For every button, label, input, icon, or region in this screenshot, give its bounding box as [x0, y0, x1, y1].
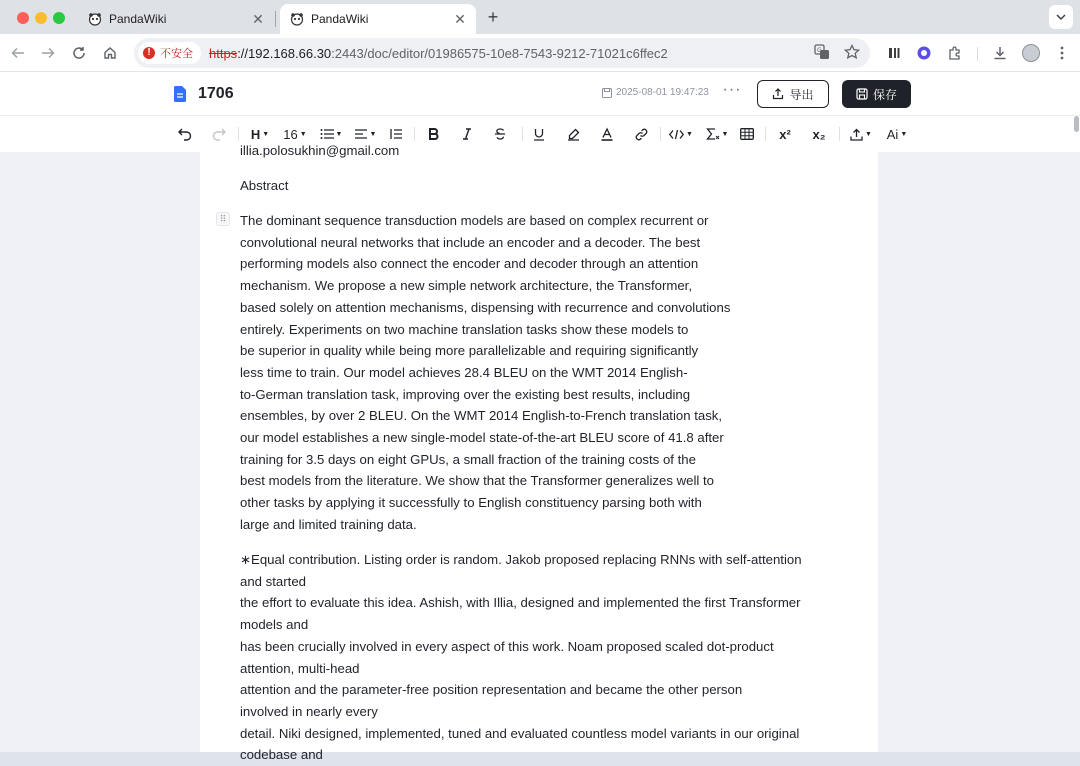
table-button[interactable]: [739, 122, 755, 146]
browser-toolbar: [0, 34, 1080, 72]
footnote-line: ∗Equal contribution. Listing order is random. Jakob proposed replacing RNNs with self-attention: [240, 552, 802, 567]
extension-icon[interactable]: [884, 43, 904, 63]
browser-menu-icon[interactable]: [1052, 43, 1072, 63]
tab-search-button[interactable]: [1049, 5, 1073, 29]
save-button[interactable]: [842, 80, 911, 108]
tab-title: PandaWiki: [311, 12, 369, 26]
highlight-button[interactable]: [565, 122, 581, 146]
abstract-paragraph[interactable]: [240, 210, 730, 536]
save-label: 保存: [872, 87, 897, 102]
caret-down-icon: ▼: [299, 130, 307, 138]
toolbar-separator: [765, 127, 766, 141]
toolbar-separator: [238, 127, 239, 141]
bold-icon: [428, 128, 439, 140]
back-button[interactable]: [8, 43, 28, 63]
save-disk-icon: [602, 88, 612, 98]
abstract-line: entirely. Experiments on two machine translation tasks show these models to: [240, 321, 689, 337]
toolbar-separator: [414, 127, 415, 141]
undo-button[interactable]: [176, 122, 194, 146]
close-tab-icon[interactable]: ✕: [454, 11, 466, 27]
link-button[interactable]: [633, 122, 649, 146]
link-icon: [635, 128, 648, 141]
drag-handle-icon[interactable]: ⠿: [216, 212, 230, 226]
table-icon: [740, 128, 754, 140]
document-title[interactable]: 1706: [198, 85, 234, 102]
abstract-line: large and limited training data.: [240, 516, 417, 532]
strikethrough-icon: [494, 128, 506, 140]
code-icon: [669, 129, 684, 140]
avatar[interactable]: [1021, 43, 1041, 63]
puzzle-icon[interactable]: [945, 43, 965, 63]
italic-button[interactable]: [459, 122, 475, 146]
tab-strip: [0, 0, 1080, 34]
abstract-line: other tasks by applying it successfully to English constituency parsing both with: [240, 495, 702, 511]
caret-down-icon: ▼: [686, 130, 693, 138]
browser-tab-2[interactable]: [280, 4, 476, 34]
email-line: illia.polosukhin@gmail.com: [240, 143, 400, 158]
abstract-line: less time to train. Our model achieves 28.4 BLEU on the WMT 2014 English-: [240, 364, 688, 380]
abstract-line: performing models also connect the encoder and decoder through an attention: [240, 256, 699, 272]
footnote-line: involved in nearly every: [240, 703, 378, 719]
code-dropdown[interactable]: [669, 122, 693, 146]
bookmark-star-icon[interactable]: [844, 44, 860, 65]
tab-divider: [275, 11, 276, 27]
document-icon: [173, 86, 187, 102]
close-tab-icon[interactable]: ✕: [252, 11, 264, 27]
chevron-down-icon: [1056, 14, 1066, 20]
caret-down-icon: ▼: [369, 130, 377, 138]
formula-dropdown[interactable]: [705, 122, 729, 146]
arrow-left-icon: [11, 46, 25, 60]
text-color-button[interactable]: [599, 122, 615, 146]
redo-icon: [212, 128, 226, 140]
maximize-window-button[interactable]: [53, 12, 65, 24]
toolbar-divider: [977, 47, 978, 61]
save-timestamp: [602, 87, 709, 98]
footnote-line: and started: [240, 573, 306, 589]
url-path: :2443/doc/editor/01986575-10e8-7543-9212-71021c6ffec2: [331, 45, 668, 61]
abstract-line: ensembles, by over 2 BLEU. On the WMT 2014 English-to-French translation task,: [240, 408, 723, 424]
export-icon: [772, 88, 784, 100]
abstract-line: be superior in quality while being more parallelizable and requiring significantly: [240, 343, 699, 359]
reload-icon: [72, 46, 86, 60]
save-time-text: 2025-08-01 19:47:23: [616, 87, 709, 98]
footnote-line: attention and the parameter-free position representation and became the other person: [240, 682, 743, 698]
security-indicator[interactable]: [138, 42, 201, 64]
download-icon[interactable]: [990, 43, 1010, 63]
abstract-line: The dominant sequence transduction models are based on complex recurrent or: [240, 213, 709, 228]
superscript-button[interactable]: x²: [779, 126, 791, 142]
translate-icon[interactable]: [814, 44, 830, 65]
footnote-line: codebase and: [240, 747, 323, 763]
address-bar[interactable]: [134, 38, 870, 68]
upload-icon: [850, 128, 863, 141]
url-text: [209, 46, 668, 61]
highlighter-icon: [567, 128, 580, 141]
sigma-icon: [706, 128, 720, 140]
bullet-list-icon: [320, 128, 334, 140]
save-icon: [856, 88, 868, 100]
tab-title: PandaWiki: [109, 12, 167, 26]
more-options-icon[interactable]: ···: [722, 81, 742, 98]
abstract-line: our model establishes a new single-model state-of-the-art BLEU score of 41.8 after: [240, 430, 724, 446]
abstract-line: best models from the literature. We show that the Transformer generalizes well to: [240, 473, 714, 489]
caret-down-icon: ▼: [721, 130, 729, 138]
subscript-button[interactable]: x₂: [812, 126, 826, 142]
editor-header: [0, 72, 1080, 116]
browser-tab-1[interactable]: [78, 4, 274, 34]
abstract-line: mechanism. We propose a new simple network architecture, the Transformer,: [240, 278, 692, 294]
text-color-icon: [601, 128, 613, 141]
font-size-label: 16: [283, 126, 298, 142]
abstract-line: based solely on attention mechanisms, dispensing with recurrence and convolutions: [240, 299, 731, 315]
footnote-line: the effort to evaluate this idea. Ashish, with Illia, designed and implemented the first Transformer: [240, 595, 801, 611]
undo-icon: [178, 128, 192, 140]
caret-down-icon: ▼: [900, 130, 908, 138]
new-tab-button[interactable]: +: [487, 7, 499, 27]
ai-label: Ai: [886, 126, 899, 142]
toolbar-separator: [660, 127, 661, 141]
page-scrollbar[interactable]: [1074, 116, 1079, 132]
editor-canvas: [0, 143, 1080, 763]
forward-button[interactable]: [38, 43, 58, 63]
abstract-heading: Abstract: [240, 178, 289, 193]
warning-icon: !: [143, 47, 155, 59]
footnote-line: detail. Niki designed, implemented, tuned and evaluated countless model variants in our original: [240, 725, 800, 741]
panda-icon: [290, 12, 304, 26]
caret-down-icon: ▼: [262, 130, 270, 138]
redo-button[interactable]: [210, 122, 228, 146]
close-window-button[interactable]: [17, 12, 29, 24]
reload-button[interactable]: [69, 43, 89, 63]
footnote-line: has been crucially involved in every aspect of this work. Noam proposed scaled dot-product: [240, 638, 774, 654]
underline-icon: [533, 128, 545, 141]
security-label: 不安全: [160, 48, 193, 60]
svg-text:G: G: [817, 47, 822, 54]
caret-down-icon: ▼: [335, 130, 343, 138]
panda-icon: [88, 12, 102, 26]
url-host: ://192.168.66.30: [237, 45, 332, 61]
export-label: 导出: [789, 87, 814, 102]
abstract-line: to-German translation task, improving over the existing best results, including: [240, 386, 691, 402]
underline-button[interactable]: [531, 122, 547, 146]
document-page[interactable]: [200, 143, 878, 763]
ai-dropdown[interactable]: [885, 122, 909, 146]
url-protocol: https: [209, 45, 238, 61]
footnote-line: attention, multi-head: [240, 660, 360, 676]
heading-label: H: [250, 126, 261, 142]
toolbar-separator: [522, 127, 523, 141]
italic-icon: [462, 128, 472, 140]
bold-button[interactable]: [425, 122, 441, 146]
upload-dropdown[interactable]: [849, 122, 873, 146]
home-icon: [103, 46, 117, 60]
arrow-right-icon: [41, 46, 55, 60]
toolbar-separator: [839, 127, 840, 141]
minimize-window-button[interactable]: [35, 12, 47, 24]
abstract-line: training for 3.5 days on eight GPUs, a small fraction of the training costs of the: [240, 451, 696, 467]
footnote-line: models and: [240, 617, 309, 633]
abstract-line: convolutional neural networks that include an encoder and a decoder. The best: [240, 234, 701, 250]
profile-extension-icon[interactable]: [914, 43, 934, 63]
line-height-icon: [389, 128, 403, 140]
home-button[interactable]: [100, 43, 120, 63]
export-button[interactable]: [757, 80, 829, 108]
footnote-paragraph[interactable]: [240, 549, 802, 766]
caret-down-icon: ▼: [865, 130, 872, 138]
align-left-icon: [354, 128, 368, 140]
strikethrough-button[interactable]: [492, 122, 508, 146]
